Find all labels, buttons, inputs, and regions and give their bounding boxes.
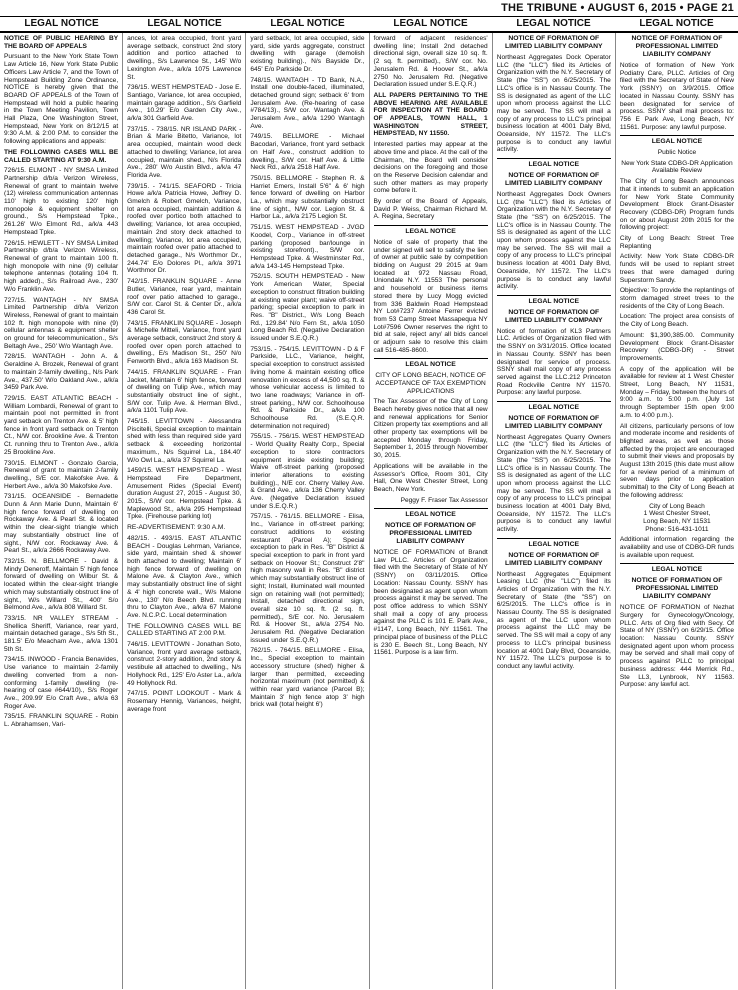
case-entry: 746/15. LEVITTOWN - Jonathan Soto, Variance, front yard average setback, construct 2-story addition, 2nd story & vestibule all attached to dwelling., N/s Hollyhock Rd., 125' E/o Aster La., a/k/a 49 Hollyhock Rd.	[127, 641, 242, 687]
public-notice-label: Public Notice	[657, 149, 697, 157]
llc-notice: Northeast Aggregates Equipment Leasing LLC (the "LLC") filed its Articles of Organization with the N.Y. Secretary of State (the "SS") on 6/25/2015. The LLC's office is in Nassau County. The SS is designated as agent of the LLC upon whom process against the LLC may be served. The SS will mail a copy of any process to LLC's principal business location at 4001 Daly Blvd, Oceanside, NY 11572. The LLC's purpose is to conduct any lawful activity.	[496, 570, 611, 670]
case-entry: 734/15. INWOOD - Francia Benavides, Use variance to maintain 2-family dwelling converted from a non-conforming 1-family dwelling (re-hearing of case #644/10)., S/s Roger Ave., 209.99' E/o Craft Ave., a/k/a 63 Roger Ave.	[4, 656, 119, 710]
case-entry: 726/15. ELMONT - NY SMSA Limited Partnership d/b/a Verizon Wireless, Renewal of grant to maintain twelve (12) wireless communication antennas 110' high to existing 120' high monopole & equipment shelter on ground., S/s Hempstead Tpke., 261.26' W/o Elmont Rd., a/k/a 443 Hempstead Tpke.	[4, 167, 119, 236]
section-separator: LEGAL NOTICE	[497, 401, 611, 412]
pllc-notice: NOTICE OF FORMATION of Nezhat Surgery for Gynecology/Oncology, PLLC. Arts of Org filed with Secy. Of State of NY (SSNY) on 6/29/15. Office location: Nassau County. SSNY designated agent upon whom process may be served and shall mail copy of process against PLLC to principal business address: 444 Merrick Rd., Ste LL3, Lynbrook, NY 11563. Purpose: any lawful act.	[619, 604, 735, 689]
cdbg-copy: A copy of the application will be available for review at 1 West Chester Street, Long Beach, NY 11531, Monday – Friday, between the hours of 9:00 a.m. to 5:00 p.m. (July 1st through September 15th open 9:00 a.m. to 4:00 p.m.).	[619, 365, 735, 419]
case-list	[250, 35, 364, 709]
section-separator: LEGAL NOTICE	[497, 295, 611, 306]
column-header-3: LEGAL NOTICE	[270, 18, 345, 29]
llc-title: NOTICE OF FORMATION OF LIMITED LIABILITY COMPANY	[505, 35, 603, 50]
cdbg-heading: New York State CDBG-DR Application Available Review	[621, 159, 733, 175]
cdbg-project: City of Long Beach: Street Tree Replanting	[619, 235, 735, 250]
section-separator: LEGAL NOTICE	[374, 358, 488, 369]
llc-notice: Northeast Aggregates Quarry Owners LLC (the "LLC") filed its Articles of Organization with the N.Y. Secretary of State (the "SS") on 6/25/2015. The LLC's office is in Nassau County. The SS is designated as agent of the LLC upon whom process against the LLC may be served. The SS will mail a copy of any process to LLC's principal business location at 4001 Daly Blvd, Oceanside, NY 11572. The LLC's purpose is to conduct any lawful activity.	[496, 433, 611, 534]
tax-notice-2: Applications will be available in the Assessor's Office, Room 301, City Hall, One West Chester Street, Long Beach, New York.	[373, 462, 488, 493]
case-entry: 728/15. WANTAGH - John A. & Geraldine A. Brozek, Renewal of grant to maintain 2-family dwelling., N/s Park Ave., 437.50' W/o Oakland Ave., a/k/a 3459 Park Ave.	[4, 353, 119, 392]
section-separator: LEGAL NOTICE	[497, 158, 611, 169]
llc-notice: Northeast Aggregates Dock Owners LLC (the "LLC") filed its Articles of Organization with the N.Y. Secretary of State (the "SS") on 6/25/2015. The LLC's office is in Nassau County. The SS is designated as agent of the LLC upon whom process against the LLC may be served. The SS will mail a copy of any process to LLC's principal business location at 4001 Daly Blvd, Oceanside, NY 11572. The LLC's purpose is to conduct any lawful activity.	[496, 190, 611, 291]
section-separator: LEGAL NOTICE	[374, 225, 488, 236]
papers-notice: ALL PAPERS PERTAINING TO THE ABOVE HEARING ARE AVAILABLE FOR INSPECTION AT THE BOARD OF APPEALS, TOWN HALL, 1 WASHINGTON STREET, HEMPSTEAD, NY 11550.	[373, 91, 488, 138]
address-line: City of Long Beach	[649, 502, 705, 510]
column-5	[493, 33, 616, 989]
llc-title: NOTICE OF FORMATION OF LIMITED LIABILITY COMPANY	[505, 551, 603, 567]
address-phone: Phone: 516-431-1011	[645, 525, 709, 533]
cdbg-activity: Activity: New York State CDBG-DR funds will be used to replant street trees that were damaged during Superstorm Sandy.	[619, 253, 735, 284]
case-entry: 733/15. NR VALLEY STREAM - Shellica Sheriff, Variance, rear yard, maintain detached garage., S/s 5th St., 181.5' E/o Meacham Ave., a/k/a 1301 5th St.	[4, 614, 119, 653]
section-separator: LEGAL NOTICE	[620, 135, 734, 146]
case-entry: 729/15. EAST ATLANTIC BEACH - William Lombardi, Renewal of grant to maintain pool not permitted in front yard setback on Trenton Ave. & 5' high fence in front yard setback on Trenton Ct., N/W cor. Brookline Ave. & Trenton Ct. running thru to Trenton Ave., a/k/a 25 Brookline Ave.	[4, 394, 119, 456]
pllc-title: NOTICE OF FORMATION OF PROFESSIONAL LIMITED LIABILITY COMPANY	[385, 522, 477, 546]
case-list	[127, 35, 241, 713]
column-header-2: LEGAL NOTICE	[147, 18, 222, 29]
case-entry: 748/15. WANTAGH - TD Bank, N.A., Install one double-faced, illuminated, detached ground sign; setback 6' from Jerusalem Ave. (Re-hearing of case #784/13)., S/W cor. Wantagh Ave. & Jerusalem Ave., a/k/a 1290 Wantagh Ave.	[250, 76, 365, 130]
case-entry: 1459/15. WEST HEMPSTEAD - West Hempstead Fire Department, Amusement Rides (Special Event) duration August 27, 2015 - August 30, 2015., S/W cor. Hempstead Tpke. & Maplewood St., a/k/a 295 Hempstead Tpke. (Firehouse parking lot)	[127, 467, 242, 521]
llc-notice: Northeast Aggregates Dock Operator LLC (the "LLC") filed its Articles of Organization with the N.Y. Secretary of State (the "SS") on 6/25/2015. The LLC's office is in Nassau County. The SS is designated as agent of the LLC upon whom process against the LLC may be served. The SS will mail a copy of any process to LLC's principal business location at 4001 Daly Blvd, Oceanside, NY 11572. The LLC's purpose is to conduct any lawful activity.	[496, 54, 611, 154]
hearing-intro: Pursuant to the New York State Town Law Article 16, New York State Public Officers Law Article 7, and the Town of Hempstead Building Zone Ordinance, NOTICE is hereby given that the BOARD OF APPEALS of the Town of Hempstead will hold a public hearing in the Town Meeting Pavilion, Town Hall Plaza, One Washington Street, Hempstead, New York on 8/12/15 at 9:30 A.M. & 2:00 P.M. to consider the following applications and appeals:	[4, 53, 119, 146]
case-entry: 726/15. HEWLETT - NY SMSA Limited Partnership d/b/a Verizon Wireless, Renewal of grant to maintain 100 ft. high monopole with nine (9) cellular telephone antennas (totaling 104 ft. high added)., S/s Railroad Ave., 230' W/o Franklin Ave.	[4, 239, 119, 293]
tax-notice: The Tax Assessor of the City of Long Beach hereby gives notice that all new and renewal applications for Senior Citizen property tax exemptions and all other property tax exemptions will be accepted Monday through Friday, September 1, 2015 through November 30, 2015.	[373, 398, 488, 460]
case-entry: 742/15. FRANKLIN SQUARE - Anne Butler, Variance, rear yard, maintain roof over patio attached to garage., S/W cor. Carol St. & Center Dr., a/k/a 436 Carol St.	[127, 278, 242, 316]
case-entry: 762/15. - 764/15. BELLMORE - Elisa, Inc., Special exception to maintain accessory structure (shed) higher & larger than permitted, exceeding horizontal maximum (not permitted) & within rear yard variance (Parcel B); Maintain 3' high fence atop 3' high brick wall (total height 6')	[250, 647, 365, 709]
case-entry: 735/15. FRANKLIN SQUARE - Robin L. Abrahamsen, Vari-	[4, 713, 119, 729]
column-6	[616, 33, 738, 989]
case-entry: 731/15. OCEANSIDE - Bernadette Dunn & Ann Marie Dunn, Maintain 6' high fence forward of dwelling on Rockaway Ave. & Pearl St. & located within the clear-sight triangle which may substantially obstruct line of sight., N/W cor. Rockaway Ave. & Pearl St., a/k/a 2666 Rockaway Ave.	[4, 493, 119, 555]
pllc-title: NOTICE OF FORMATION OF PROFESSIONAL LIMITED LIABILITY COMPANY	[631, 577, 723, 601]
column-header-1: LEGAL NOTICE	[24, 18, 99, 29]
cdbg-additional: Additional information regarding the availability and use of CDBG-DR funds is available upon request.	[619, 536, 735, 559]
case-entry: 482/15. - 493/15. EAST ATLANTIC BEACH - Douglas Lehrman, Variance, side yard, maintain shed & shower both attached to dwelling; Maintain 6' high fence forward of dwelling on Malone Ave. & Clayton Ave., which may substantially obstruct line of sight & 4' high concrete wall., W/s Malone Ave., 130' N/o Beech Blvd. running thru to Clayton Ave., a/k/a 67 Malone Ave. N.C.P.C. Local determination	[127, 534, 242, 619]
case-entry: 730/15. ELMONT - Gonzalo Garcia, Renewal of grant to maintain 2-family dwelling., S/E cor. Makofske Ave. & Herbert Ave., a/k/a 30 Makofske Ave.	[4, 459, 119, 490]
case-entry: 743/15. FRANKLIN SQUARE - Joseph & Michelle Mitteli, Variance, front yard average setback, construct 2nd story & roofed over open porch attached to dwelling., E/s Madison St., 250' N/o Fenworth Blvd., a/k/a 163 Madison St.	[127, 319, 242, 366]
pllc-title: NOTICE OF FORMATION OF PROFESSIONAL LIMITED LIABILITY COMPANY	[631, 35, 723, 58]
address-line: 1 West Chester Street,	[643, 510, 711, 518]
case-entry: 727/15. WANTAGH - NY SMSA Limited Partnership d/b/a Verizon Wireless, Renewal of grant to maintain 102 ft. high monopole with nine (9) cellular antennas & equipment shelter on ground for telecommunication., S/s Beltagh Ave., 250' W/o Wantagh Ave.	[4, 296, 119, 350]
cdbg-amount: Amount: $1,390,385.00. Community Development Block Grant-Disaster Recovery (CDBG-DR) - Street Improvements.	[619, 331, 735, 362]
section-separator: LEGAL NOTICE	[620, 563, 734, 574]
cdbg-citizens: All citizens, particularly persons of low and moderate income and residents of blighted areas, as well as those affected by the project are encouraged to submit their views and proposals by August 13th 2015 (this date must allow for a review period of a minimum of seven days prior to application submittal) to the City of Long Beach at the following address:	[619, 422, 735, 499]
llc-notice: Notice of formation of KL3 Partners LLC. Articles of Organization filed with the SSNY on 3/31/2015. Office located in Nassau County. SSNY has been designated for service of process. SSNY shall mail copy of any process served against the LLC.212 Princeton Road Rockville Centre NY 11570. Purpose: any lawful purpose.	[496, 327, 611, 397]
column-2	[123, 33, 246, 989]
interested-parties: Interested parties may appear at the above time and place. At the call of the Chairman, the Board will consider decisions on the foregoing and those on the Reserve Decision calendar and such other matters as may properly come before it.	[373, 141, 488, 195]
case-entry: 737/15. - 738/15. NR ISLAND PARK - Brian & Marie Bitetto, Variance, lot area occupied, maintain wood deck attached to dwelling; Variance, lot area occupied, maintain shed., N/s Florida Ave., 280' W/o Austin Blvd., a/k/a 47 Florida Ave.	[127, 125, 242, 179]
pllc-notice: NOTICE OF FORMATION of Brandt Law PLLC. Articles of Organization filed with the Secretary of State of NY (SSNY) on 03/11/2015. Office Location: Nassau County. SSNY has been designated as agent upon whom process against it may be served. The post office address to which SSNY shall mail a copy of any process against the PLLC is 101 E. Park Ave., #1147, Long Beach, NY 11561. The principal place of business of the PLLC is 230 E. Beech St., Long Beach, NY 11561. Purpose is a law firm.	[373, 549, 488, 657]
llc-title: NOTICE OF FORMATION OF LIMITED LIABILITY COMPANY	[505, 171, 603, 187]
case-entry: 755/15. - 756/15. WEST HEMPSTEAD - World Quality Realty Corp., Special exception to store contractors equipment inside existing building; Waive off-street parking (proposed interior alterations to existing building)., N/E cor. Cherry Valley Ave. & Grand Ave., a/k/a 136 Cherry Valley Ave. (Negative Declaration issued under S.E.Q.R.)	[250, 433, 365, 510]
tax-signature: Peggy F. Fraser Tax Assessor	[400, 496, 488, 504]
column-4	[370, 33, 493, 989]
case-entry: 732/15. N. BELLMORE - David & Mindy Deneroff, Maintain 5' high fence forward of dwelling on Wilbur St. & located within the clear-sight triangle which may substantially obstruct line of sight., W/s Willard St., 400' S/o Belmond Ave., a/k/a 808 Willard St.	[4, 558, 119, 612]
masthead-text: THE TRIBUNE • AUGUST 6, 2015 • PAGE 21	[501, 2, 734, 14]
masthead	[0, 0, 738, 17]
case-list	[4, 167, 118, 729]
pllc-notice: Notice of formation of New York Podiatry Care, PLLC. Articles of Org filed with the Secretary of State of New York (SSNY) on 3/9/2015. Office located in Nassau County. SSNY has been designated for service of process. SSNY shall mail process to: 756 E Park Ave, Long Beach, NY 11561. Purpose: any lawful purpose.	[619, 62, 735, 131]
sale-notice: Notice of sale of property that the under signed will sell to satisfy the lien of owner at public sale by competition bidding on August 29 2015 at 9am located at 972 Nassau Road, Uniondale N.Y. 11553 The personal and household or business items stored there by Lucy Mogg evicted from 336 Baldwin Road Hempstead NY Lot#7237 Antoine Ferrer evicted from 53 Camp Street Massapequa NY Lot#7596 Owner reserves the right to bid at sale, reject any/ all bids cancel or adjourn sale to resolve this claim call 516-485-8600.	[373, 238, 488, 354]
column-header-4: LEGAL NOTICE	[393, 18, 468, 29]
case-entry: 751/15. WEST HEMPSTEAD - JVGD Koodel, Corp., Variance in off-street parking (proposed bar/lounge in existing storefront)., S/W cor. Hempstead Tpke. & Westminster Rd., a/k/a 143-145 Hempstead Tpke.	[250, 224, 365, 270]
board-order: By order of the Board of Appeals, David P. Weiss, Chairman Richard M. A. Regina, Secretary	[373, 198, 488, 221]
case-entry: 739/15. - 741/15. SEAFORD - Tricia Howe a/k/a Patricia Howe, Jeffrey D. Gmelch & Robert Gmelch, Variance, lot area occupied, maintain addition & roofed over portico both attached to dwelling; Variance, lot area occupied, maintain 2nd story deck attached to dwelling; Variance, lot area occupied, maintain roofed over patio attached to detached garage., N/s Worthmor Dr., 244.74' E/o Dolores Pl., a/k/a 3971 Worthmor Dr.	[127, 182, 242, 275]
case-entry: THE FOLLOWING CASES WILL BE CALLED STARTING AT 2:00 P.M.	[127, 622, 242, 638]
hearing-title: NOTICE OF PUBLIC HEARING BY THE BOARD OF APPEALS	[4, 35, 119, 50]
case-entry: ances, lot area occupied, front yard average setback, construct 2nd story addition and portico attached to dwelling., S/s Lawrence St., 145' W/o Lexington Ave., a/k/a 1075 Lawrence St.	[127, 35, 242, 81]
column-3	[246, 33, 369, 989]
cdbg-objective: Objective: To provide the replantings of storm damaged street trees to the residents of the City of Long Beach.	[619, 287, 735, 310]
tax-title: CITY OF LONG BEACH, NOTICE OF ACCEPTANCE OF TAX EXEMPTION APPLICATIONS	[375, 372, 486, 395]
llc-title: NOTICE OF FORMATION OF LIMITED LIABILITY COMPANY	[505, 308, 603, 324]
case-entry: 736/15. WEST HEMPSTEAD - Jose E. Santiago, Variance, lot area occupied, maintain garage addition., S/s Garfield Ave., 10.29' E/o Garden City Ave., a/k/a 301 Garfield Ave.	[127, 84, 242, 123]
columns	[0, 33, 738, 989]
case-entry: 757/15. - 761/15. BELLMORE - Elisa, Inc., Variance in off-street parking; construct additions to existing restaurant (Parcel A); Special exception to park in Res. "B" District & special exception to park in front yard setback on Hoover St.; Construct 2'8" high masonry wall in Res. "B" district which may substantially obstruct line of sight; Install, illuminated wall mounted sign on retaining wall (not permitted); Install, detached directional sign, overall size 10 sq. ft. (2 sq. ft. permitted)., S/E cor. No. Jerusalem Rd. & Hoover St., a/k/a 2754 No. Jerusalem Rd. (Negative Declaration issued under S.E.Q.R.)	[250, 513, 365, 644]
section-separator: LEGAL NOTICE	[497, 538, 611, 549]
case-entry: RE-ADVERTISEMENT: 9:30 A.M.	[127, 524, 226, 532]
case-entry: 745/15. LEVITTOWN - Alessandra Piscitelli, Special exception to maintain shed with less than required side yard setback & exceeding horizontal maximum., N/s Squirrel La., 184.40' W/o Owl La., a/k/a 37 Squirrel La.	[127, 418, 242, 464]
case-entry: 744/15. FRANKLIN SQUARE - Fran Jacket, Maintain 6' high fence, forward of dwelling on Tulip Ave., which may substantially obstruct line of sight., S/W cor. Tulip Ave. & Herman Blvd., a/k/a 1101 Tulip Ave.	[127, 368, 242, 415]
llc-title: NOTICE OF FORMATION OF LIMITED LIABILITY COMPANY	[505, 414, 603, 430]
case-entry: 747/15. POINT LOOKOUT - Mark & Rosemary Hennig, Variances, height, average front	[127, 690, 242, 713]
column-1	[0, 33, 123, 989]
case-entry: 753/15. - 754/15. LEVITTOWN - D & F Parkside, LLC., Variance, height, special exception to construct assisted living home & maintain existing office renovation in excess of 44,500 sq. ft. & whose vehicular access is limited to two lane roadways; Variance in off-street parking., N/W cor. Schoolhouse Rd. & Parkside Dr., a/k/a 100 Schoolhouse Rd. (S.E.Q.R. determination not required)	[250, 345, 365, 430]
column-headers	[0, 17, 738, 33]
cdbg-location: Location: The project area consists of the City of Long Beach.	[619, 313, 735, 329]
case-continuation: forward of adjacent residences' dwelling line; Install 2nd detached directional sign, overall size 10 sq. ft. (2 sq. ft. permitted)., S/W cor. No. Jerusalem Rd. & Hoover St., a/k/a 2750 No. Jerusalem Rd. (Negative Declaration issued under S.E.Q.R.)	[373, 35, 488, 89]
case-entry: 749/15. BELLMORE - Michael Bacodari, Variance, front yard setback on Half Ave., construct addition to dwelling., S/W cor. Half Ave. & Little Neck Rd., a/k/a 2518 Half Ave.	[250, 133, 365, 172]
hearing-starting: THE FOLLOWING CASES WILL BE CALLED STARTING AT 9:30 A.M.	[4, 148, 119, 164]
case-entry: 752/15. SOUTH HEMPSTEAD - New York American Water, Special exception to construct filtration building at existing water plant; waive off-street parking; special exception to park in Res. "B" District., W/s Long Beach Rd., 129.84' N/o Fern St., a/k/a 1050 Long Beach Rd. (Negative Declaration issued under S.E.Q.R.)	[250, 273, 365, 343]
case-entry: 750/15. BELLMORE - Stephen R. & Harriet Emers, Install 5'6" & 6' high fence forward of dwelling on Harbor La., which may substantially obstruct line of sight., N/W cor. Legion St. & Harbor La., a/k/a 2175 Legion St.	[250, 174, 365, 221]
address-line: Long Beach, NY 11531	[643, 517, 711, 525]
section-separator: LEGAL NOTICE	[374, 508, 488, 519]
case-entry: yard setback, lot area occupied, side yard, side yards aggregate, construct dwelling with garage (demolish existing building)., N/s Bayside Dr., 645' E/o Parkside Dr.	[250, 35, 365, 73]
cdbg-intro: The City of Long Beach announces that it intends to submit an application for New York State Community Development Block Grant-Disaster Recovery (CDBG-DR) Program funds on or about August 20th 2015 for the following project:	[619, 178, 735, 232]
column-header-5: LEGAL NOTICE	[516, 18, 591, 29]
column-header-6: LEGAL NOTICE	[639, 18, 714, 29]
